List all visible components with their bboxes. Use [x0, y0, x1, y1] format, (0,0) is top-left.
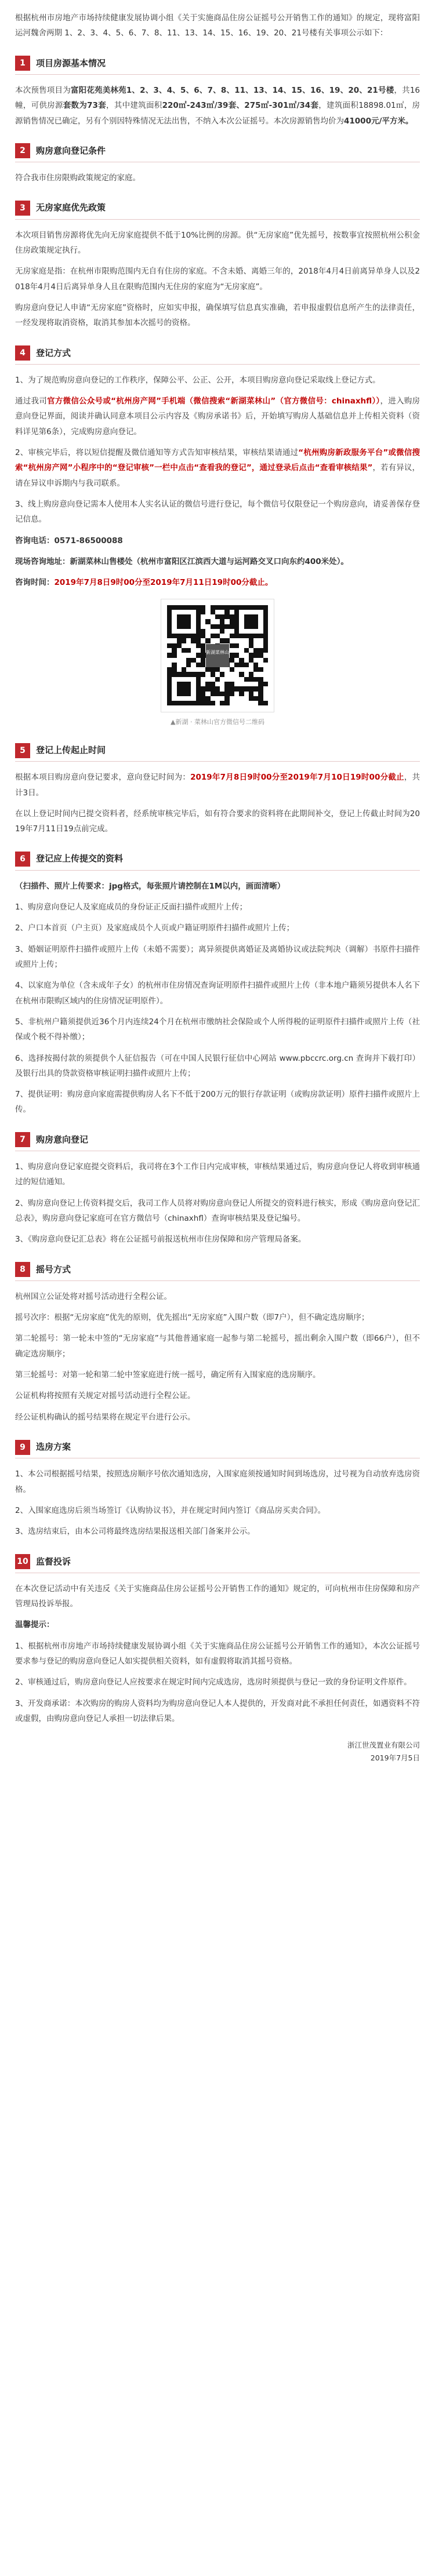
qr-center-logo: 新湖菜林山: [206, 644, 229, 667]
intro-paragraph: 根据杭州市房地产市场持续健康发展协调小组《关于实施商品住房公证摇号公开销售工作的通知》的规定，现将富阳运河魏舍两期 1、2、3、4、5、6、7、8、11、13、14、15、16、19、20、21号楼有关事项公示如下：: [15, 13, 420, 38]
section-title: 登记应上传提交的资料: [36, 853, 124, 864]
s3-paragraph-1: 本次项目销售房源将优先向无房家庭提供不低于10%比例的房源。供“无房家庭”优先摇号，按数事宜按照杭州公积金住房政策规定执行。: [15, 230, 420, 255]
s8-paragraph-5: 经公证机构确认的摇号结果将在规定平台进行公示。: [15, 1412, 195, 1422]
publish-date: 2019年7月5日: [370, 1753, 420, 1762]
s5-paragraph-2: 在以上登记时间内已提交资料者，经系统审核完毕后，如有符合要求的资料将在此期间补交，登记上传截止时间为2019年7月11日19点前完成。: [15, 809, 420, 834]
section-3-header: [15, 199, 420, 219]
section-number-badge: 5: [15, 743, 30, 758]
section-title: 无房家庭优先政策: [36, 202, 106, 213]
section-2-header: [15, 143, 420, 162]
consult-time: 咨询时间：2019年7月8日9时00分至2019年7月11日19时00分截止。: [15, 578, 273, 588]
section-10-header: [15, 1553, 420, 1573]
s4-paragraph-3: 2、审核完毕后，将以短信提醒及微信通知等方式告知审核结果，审核结果请通过“杭州购房新政服务平台”或微信搜索“杭州房产网”小程序中的“登记审核”一栏中点击“查看我的登记”，通过登录后点击“查看审核结果”，若有异议，请在异议申诉期内与我司联系。: [15, 448, 420, 488]
section-1-header: [15, 55, 420, 75]
s4-paragraph-4: 3、线上购房意向登记需本人使用本人实名认证的微信号进行登记，每个微信号仅限登记一个购房意向，请妥善保存登记信息。: [15, 499, 420, 525]
section-title: 购房意向登记: [36, 1134, 89, 1145]
s3-paragraph-2: 无房家庭是指：在杭州市限购范围内无自有住房的家庭。不含未婚、离婚三年的，2018年4月4日前离异单身人以及2018年4月4日后离异单身人且在限购范围内无住房的家庭为“无房家庭”。: [15, 267, 420, 292]
s9-paragraph-3: 3、选房结束后，由本公司将最终选房结果报送相关部门备案并公示。: [15, 1527, 255, 1537]
s8-paragraph-1: 摇号次序：根据“无房家庭”优先的原则，优先摇出“无房家庭”入围户数（即7户），但不确定选房顺序；: [15, 1313, 369, 1323]
section-title: 监督投诉: [36, 1556, 71, 1567]
s4-paragraph-1: 1、为了规范购房意向登记的工作秩序，保障公平、公正、公开，本项目购房意向登记采取线上登记方式。: [15, 375, 380, 385]
s9-paragraph-1: 1、本公司根据摇号结果，按照选房顺序号依次通知选房，入围家庭须按通知时间到场选房，过号视为自动放弃选房资格。: [15, 1469, 420, 1494]
s7-paragraph-2: 2、购房意向登记上传资料提交后，我司工作人员将对购房意向登记人所提交的资料进行核实，形成《购房意向登记汇总表》，购房意向登记家庭可在官方微信号（chinaxhfl）查询审核结果及登记编号。: [15, 1198, 420, 1223]
qr-code-block: [15, 599, 420, 728]
section-number-badge: 10: [15, 1554, 30, 1569]
section-number-badge: 2: [15, 143, 30, 158]
s8-paragraph-4: 公证机构将按照有关规定对摇号活动进行全程公证。: [15, 1391, 195, 1401]
s6-item: 2、户口本首页（户主页）及家庭成员个人页或户籍证明原件扫描件或照片上传；: [15, 923, 295, 933]
consult-address: 现场咨询地址：新湖菜林山售楼处（杭州市富阳区江滨西大道与运河路交叉口向东约400米处）。: [15, 556, 349, 566]
section-9-header: [15, 1439, 420, 1458]
section-5-header: [15, 742, 420, 762]
section-number-badge: 7: [15, 1132, 30, 1147]
s10-tip-1: 1、根据杭州市房地产市场持续健康发展协调小组《关于实施商品住房公证摇号公开销售工作的通知》，本次公证摇号要求参与登记的购房意向登记人如实提供相关资料，如有虚假将取消其摇号资格。: [15, 1641, 420, 1666]
qr-caption: ▲新湖 · 菜林山官方微信号二维码: [171, 718, 264, 726]
tips-heading: 温馨提示：: [15, 1620, 55, 1630]
section-4-header: [15, 345, 420, 365]
section-number-badge: 6: [15, 852, 30, 867]
s6-item: 7、提供证明：购房意向家庭需提供购房人名下不低于200万元的银行存款证明（或购房款证明）原件扫描件或照片上传。: [15, 1090, 420, 1115]
section-8-header: [15, 1261, 420, 1281]
wechat-qr-code[interactable]: [161, 599, 274, 712]
s6-item: 5、非杭州户籍须提供近36个月内连续24个月在杭州市缴纳社会保险或个人所得税的证明原件扫描件或照片上传（社保或个税不得补缴）；: [15, 1017, 420, 1042]
s10-tip-2: 2、审核通过后，购房意向登记人应按要求在规定时间内完成选房，选房时须提供与登记一致的身份证明文件原件。: [15, 1678, 412, 1687]
s3-paragraph-3: 购房意向登记人申请“无房家庭”资格时，应如实申报，确保填写信息真实准确，若申报虚假信息所产生的法律责任，一经发现将取消资格，取消其参加本次摇号的资格。: [15, 303, 420, 328]
section-title: 购房意向登记条件: [36, 145, 106, 156]
signature-block: [15, 1739, 420, 1764]
company-name: 浙江世茂置业有限公司: [347, 1741, 420, 1750]
s9-paragraph-2: 2、入围家庭选房后须当场签订《认购协议书》，并在规定时间内签订《商品房买卖合同》。: [15, 1505, 326, 1515]
section-title: 选房方案: [36, 1442, 71, 1452]
s7-paragraph-3: 3、《购房意向登记汇总表》将在公证摇号前报送杭州市住房保障和房产管理局备案。: [15, 1235, 306, 1245]
section-title: 项目房源基本情况: [36, 57, 106, 68]
s7-paragraph-1: 1、购房意向登记家庭提交资料后，我司将在3个工作日内完成审核，审核结果通过后，购房意向登记人将收到审核通过的短信通知。: [15, 1162, 420, 1187]
s6-item: 3、婚姻证明原件扫描件或照片上传（未婚不需要）；离异须提供离婚证及离婚协议或法院判决（调解）书原件扫描件或照片上传；: [15, 944, 420, 969]
section-number-badge: 9: [15, 1440, 30, 1455]
s2-paragraph: 符合我市住房限购政策规定的家庭。: [15, 173, 140, 183]
section-number-badge: 8: [15, 1262, 30, 1277]
s6-upload-note: （扫描件、照片上传要求：jpg格式，每张照片请控制在1M以内，画面清晰）: [15, 881, 285, 891]
s10-tip-3: 3、开发商承诺：本次购房的购房人资料均为购房意向登记人本人提供的，开发商对此不承担任何责任，如遇资料不符或虚假，由购房意向登记人承担一切法律后果。: [15, 1698, 420, 1723]
s8-paragraph-0: 杭州国立公证处将对摇号活动进行全程公证。: [15, 1291, 172, 1301]
section-6-header: [15, 850, 420, 870]
s6-item: 4、以家庭为单位（含未成年子女）的杭州市住房情况查询证明原件扫描件或照片上传（非本地户籍须另提供本人名下在杭州市限购区域内的住房情况证明原件）。: [15, 981, 420, 1006]
section-7-header: [15, 1131, 420, 1151]
s6-item: 6、选择按揭付款的须提供个人征信报告（可在中国人民银行征信中心网站 www.pbccrc.org.cn 查询并下载打印）及银行出具的贷款资格审核证明扫描件或照片上传；: [15, 1053, 420, 1078]
s4-paragraph-2: 通过我司官方微信公众号或“杭州房产网”手机端（微信搜索“新湖菜林山”（官方微信号：chinaxhfl）），进入购房意向登记界面，阅读并确认同意本项目公示内容及《购房承诺书》后，开始填写购房人基础信息并上传相关资料（资料详见第6条），完成购房意向登记。: [15, 396, 420, 436]
s8-paragraph-3: 第三轮摇号：对第一轮和第二轮中签家庭进行统一摇号，确定所有入围家庭的选房顺序。: [15, 1370, 321, 1380]
s6-item: 1、购房意向登记人及家庭成员的身份证正反面扫描件或照片上传；: [15, 903, 248, 912]
section-number-badge: 3: [15, 201, 30, 216]
s5-paragraph-1: 根据本项目购房意向登记要求，意向登记时间为：2019年7月8日9时00分至2019年7月10日19时00分截止，共计3日。: [15, 773, 420, 798]
section-title: 登记方式: [36, 347, 71, 358]
section-title: 摇号方式: [36, 1264, 71, 1275]
consult-phone: 咨询电话：0571-86500088: [15, 536, 123, 545]
section-number-badge: 4: [15, 345, 30, 361]
s8-paragraph-2: 第二轮摇号：第一轮未中签的“无房家庭”与其他普通家庭一起参与第二轮摇号，摇出剩余入围户数（即66户），但不确定选房顺序；: [15, 1334, 420, 1359]
section-title: 登记上传起止时间: [36, 744, 106, 755]
section-number-badge: 1: [15, 56, 30, 71]
s1-paragraph: 本次预售项目为富阳花苑美林苑1、2、3、4、5、6、7、8、11、13、14、15、16、19、20、21号楼，共16幢，可供房源套数为73套，其中建筑面积220㎡-243㎡/39套、275㎡-301㎡/34套，建筑面积18898.01㎡，房源销售情况已确定，另有个别因特殊情况无法出售，不纳入本次公证摇号。本次房源销售均价为41000元/平方米。: [15, 85, 420, 126]
s10-paragraph-1: 在本次登记活动中有关违反《关于实施商品住房公证摇号公开销售工作的通知》规定的，可向杭州市住房保障和房产管理局投诉举报。: [15, 1584, 420, 1609]
